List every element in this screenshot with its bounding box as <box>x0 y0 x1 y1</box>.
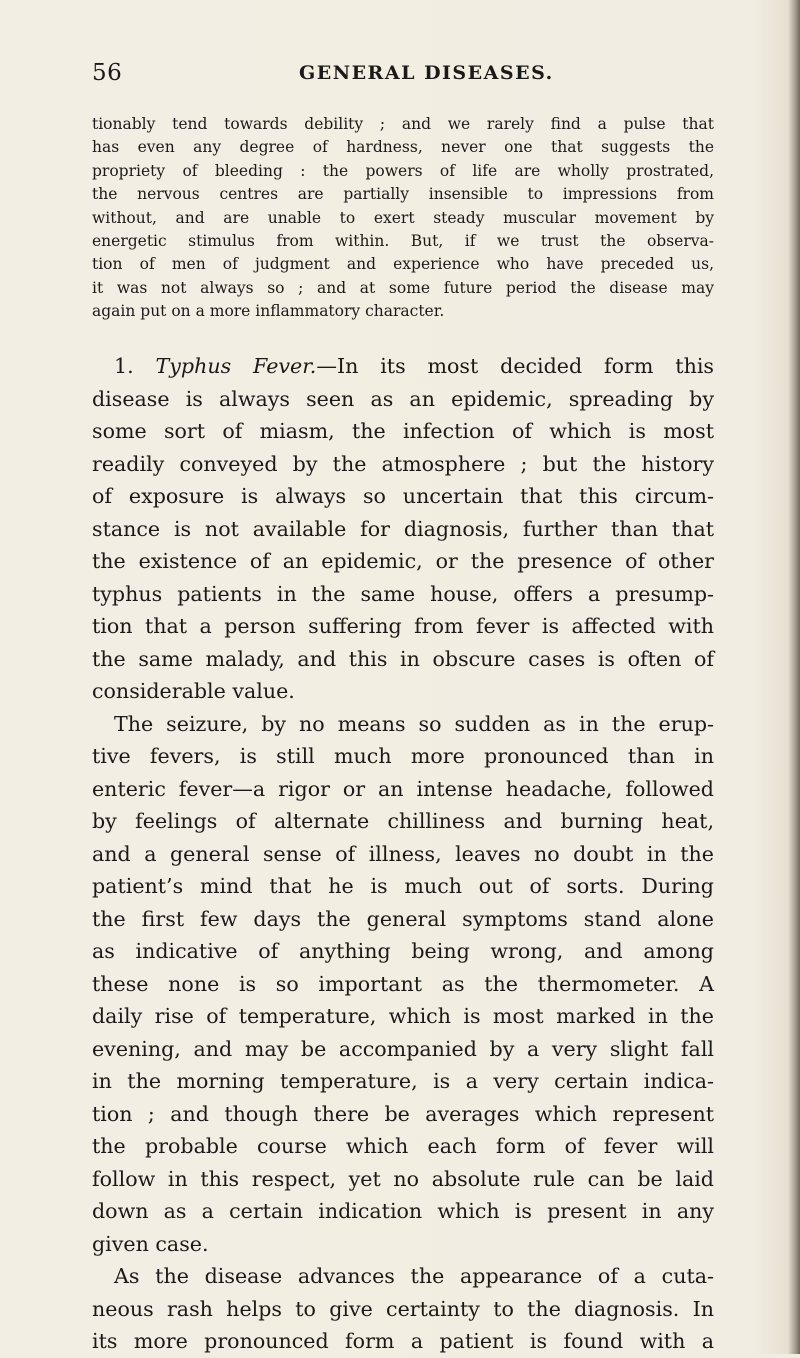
text-line: the nervous centres are partially insensible to impressions from <box>92 185 714 204</box>
text-line: the existence of an epidemic, or the presence of other <box>92 549 714 573</box>
text-line: without, and are unable to exert steady muscular movement by <box>92 208 714 227</box>
text-line: the first few days the general symptoms stand alone <box>92 906 714 931</box>
text-line: the same malady, and this in obscure cases is often of <box>92 646 714 671</box>
text-line: energetic stimulus from within. But, if we trust the observa- <box>92 231 714 250</box>
text-line: the probable course which each form of fever will <box>92 1134 714 1158</box>
text-line: its more pronounced form a patient is found with a <box>92 1329 714 1353</box>
text-line: some sort of miasm, the infection of which is most <box>92 419 714 443</box>
text-line: readily conveyed by the atmosphere ; but the history <box>92 451 714 476</box>
text-line: patient’s mind that he is much out of sorts. During <box>92 874 714 898</box>
text-line: disease is always seen as an epidemic, spreading by <box>92 386 714 411</box>
page-edge-shadow <box>788 0 800 1354</box>
text-line: in the morning temperature, is a very certain indica- <box>92 1069 714 1093</box>
text-line: down as a certain indication which is present in any <box>92 1199 714 1223</box>
intro-paragraph <box>92 113 714 324</box>
text-line: and a general sense of illness, leaves no doubt in the <box>92 841 714 866</box>
text-line: neous rash helps to give certainty to the diagnosis. In <box>92 1296 714 1321</box>
text-line: enteric fever—a rigor or an intense headache, followed <box>92 776 714 801</box>
text-line: daily rise of temperature, which is most marked in the <box>92 1004 714 1028</box>
text-line: of exposure is always so uncertain that this circum- <box>92 484 714 508</box>
text-line: as indicative of anything being wrong, and among <box>92 939 714 963</box>
text-line: tion that a person suffering from fever is affected with <box>92 614 714 638</box>
text-line: tion of men of judgment and experience who have preceded us, <box>92 255 714 274</box>
text-line: has even any degree of hardness, never one that suggests the <box>92 138 714 157</box>
running-head: GENERAL DISEASES. <box>299 62 554 84</box>
text-line: these none is so important as the thermometer. A <box>92 971 714 996</box>
section-number: 1. <box>114 354 134 378</box>
text-line: it was not always so ; and at some future period the disease may <box>92 278 714 297</box>
page-header <box>92 60 712 94</box>
text-line: typhus patients in the same house, offers a presump- <box>92 581 714 606</box>
section-heading-line <box>92 350 714 383</box>
page-number: 56 <box>92 60 123 86</box>
text-line: As the disease advances the appearance of a cuta- <box>114 1264 714 1288</box>
text-line: The seizure, by no means so sudden as in the erup- <box>114 711 714 736</box>
text-line: by feelings of alternate chilliness and burning heat, <box>92 809 714 833</box>
text-line: considerable value. <box>92 679 295 703</box>
text-line: follow in this respect, yet no absolute rule can be laid <box>92 1166 714 1191</box>
text-line: evening, and may be accompanied by a very slight fall <box>92 1036 714 1061</box>
text-line: tive fevers, is still much more pronounced than in <box>92 744 714 768</box>
section-title: Typhus Fever. <box>155 354 317 378</box>
text-line: stance is not available for diagnosis, further than that <box>92 516 714 541</box>
text-line: again put on a more inflammatory character. <box>92 302 445 321</box>
text-line: propriety of bleeding : the powers of life are wholly prostrated, <box>92 161 714 180</box>
text-line: given case. <box>92 1231 209 1256</box>
text-line: tion ; and though there be averages which represent <box>92 1101 714 1126</box>
text-line: tionably tend towards debility ; and we rarely find a pulse that <box>92 115 714 133</box>
section-first-line: —In its most decided form this <box>316 354 714 378</box>
main-text <box>92 350 714 1358</box>
